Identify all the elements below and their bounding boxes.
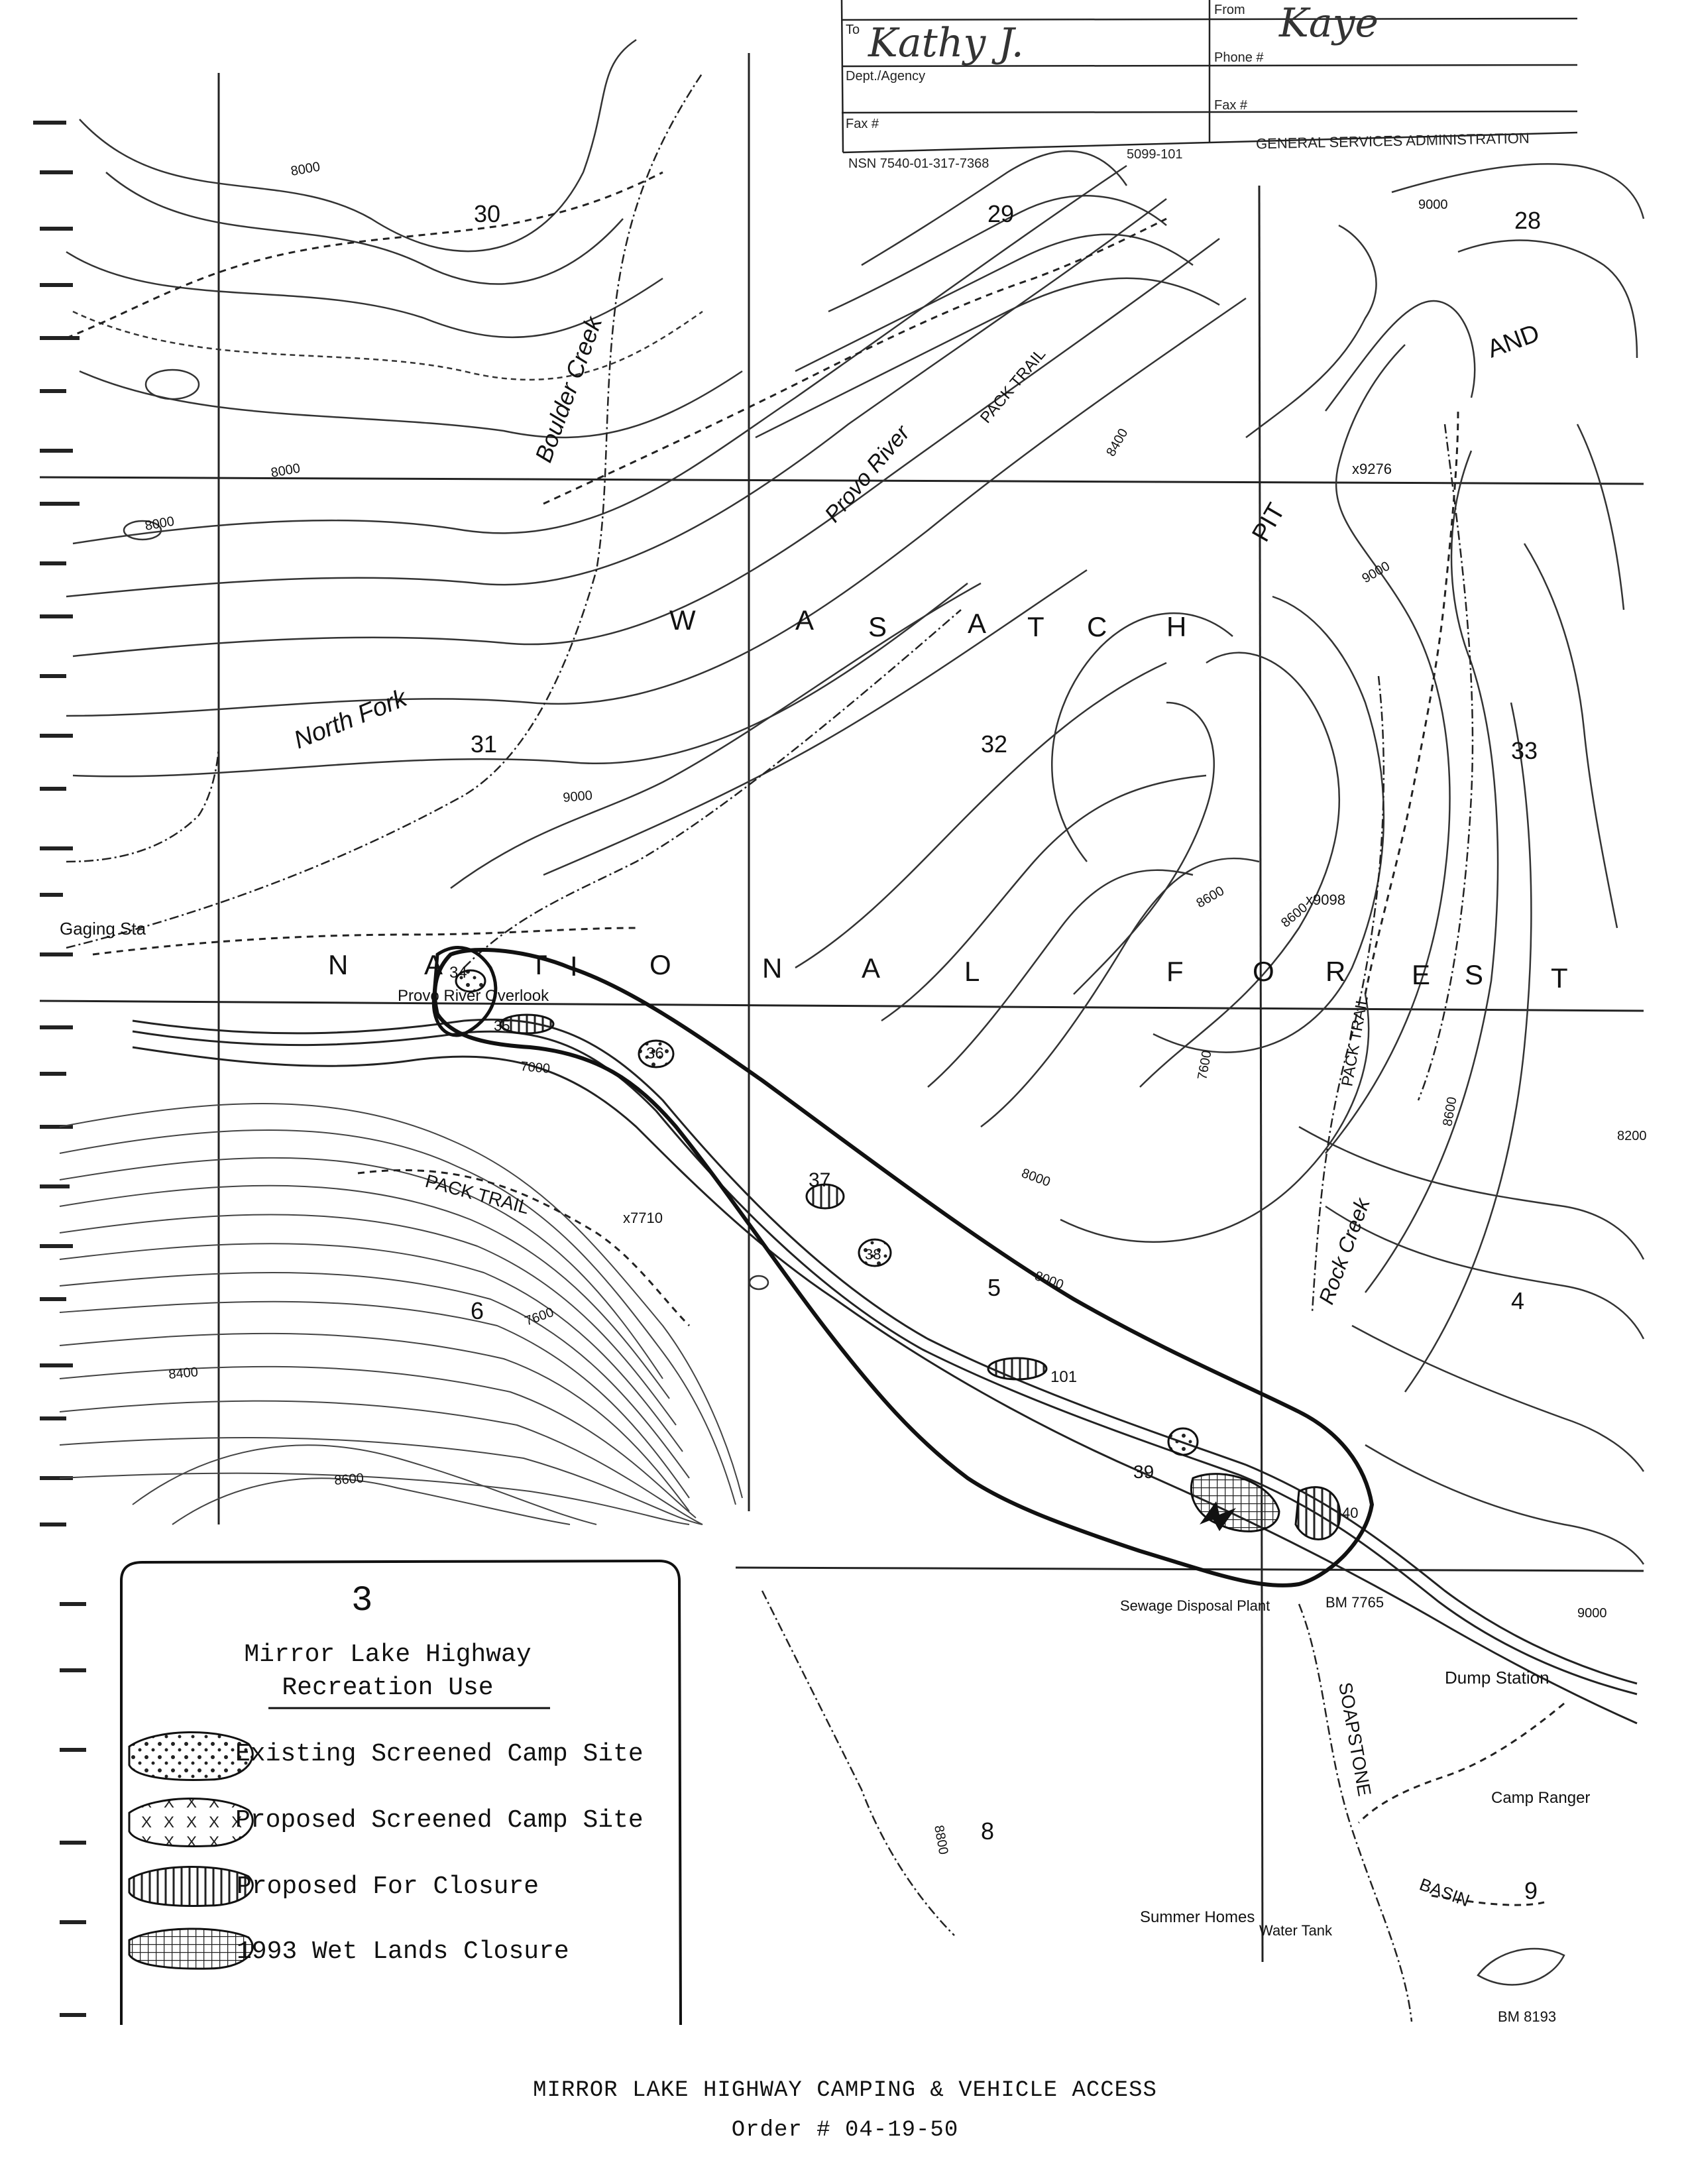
contour-elevation-label: 8000 xyxy=(144,514,176,534)
legend-item-wetlands: 1993 Wet Lands Closure xyxy=(237,1937,569,1966)
forest-letter: A xyxy=(968,608,987,639)
section-number: 30 xyxy=(474,200,501,227)
site-number-label: 39 xyxy=(1133,1462,1155,1482)
legend-subtitle: Recreation Use xyxy=(282,1674,494,1702)
section-number: 33 xyxy=(1511,737,1538,764)
rock-creek-label: Rock Creek xyxy=(1314,1195,1375,1308)
forest-letter: N xyxy=(762,952,783,984)
contour-elevation-label: 8400 xyxy=(1103,426,1131,459)
contour-elevation-label: 8800 xyxy=(931,1824,951,1856)
contour-lines xyxy=(66,40,1644,1564)
legend-swatch-hatch xyxy=(129,1867,253,1906)
section-number: 31 xyxy=(471,730,498,758)
forest-letter: A xyxy=(424,949,443,980)
form-number: 5099-101 xyxy=(1127,147,1183,162)
forest-letter: F xyxy=(1166,956,1184,987)
forest-letter: W xyxy=(669,604,696,636)
contour-elevation-label: 8000 xyxy=(270,461,302,481)
phone-label: Phone # xyxy=(1214,50,1264,65)
forest-letter: H xyxy=(1166,611,1187,642)
boulder-creek-label: Boulder Creek xyxy=(529,313,608,466)
site-number-label: 35 xyxy=(494,1017,510,1034)
contour-elevation-label: 8600 xyxy=(1278,900,1311,931)
fax-label-left: Fax # xyxy=(846,117,879,131)
section-number: 29 xyxy=(987,200,1015,227)
gaging-station-label: Gaging Sta xyxy=(60,919,146,939)
soapstone-label: SOAPSTONE xyxy=(1335,1680,1375,1798)
pit-label: PIT xyxy=(1247,498,1291,547)
fax-label-right: Fax # xyxy=(1214,98,1248,113)
forest-letter: E xyxy=(1412,959,1431,990)
overlook-label: Provo River Overlook xyxy=(398,987,549,1005)
section-number: 8 xyxy=(981,1817,995,1845)
contour-elevation-label: 7600 xyxy=(1195,1049,1215,1081)
legend-title: Mirror Lake Highway xyxy=(244,1640,532,1669)
from-value: Kaye xyxy=(1279,0,1379,46)
contour-elevation-label: 8000 xyxy=(1033,1269,1066,1293)
legend-item-closure: Proposed For Closure xyxy=(237,1872,539,1901)
site-number-label: 37 xyxy=(809,1169,831,1191)
legend-item-existing: Existing Screened Camp Site xyxy=(235,1740,644,1768)
site-number-label: 40 xyxy=(1342,1505,1359,1521)
contour-elevation-label: 9000 xyxy=(1577,1606,1607,1621)
contour-elevation-label: 8200 xyxy=(1617,1129,1647,1143)
legend-swatch-dots xyxy=(129,1732,253,1780)
contour-elevation-label: 7600 xyxy=(523,1304,556,1329)
legend-swatch-crosses xyxy=(129,1798,253,1846)
section-number: 28 xyxy=(1514,207,1542,234)
and-label: AND xyxy=(1483,319,1544,364)
legend-item-proposed: Proposed Screened Camp Site xyxy=(235,1806,644,1835)
dump-station-label: Dump Station xyxy=(1445,1668,1549,1688)
site-number-label: 36 xyxy=(646,1045,664,1063)
forest-letter: S xyxy=(868,611,887,642)
forest-letter: S xyxy=(1465,959,1484,990)
contour-elevation-label: 7000 xyxy=(520,1059,551,1076)
contour-elevation-label: 8400 xyxy=(168,1365,199,1382)
basin-label: BASIN xyxy=(1416,1874,1473,1911)
forest-letter: O xyxy=(1253,956,1274,987)
summer-homes-label: Summer Homes xyxy=(1140,1908,1255,1926)
north-fork-label: North Fork xyxy=(290,684,411,755)
forest-letter: A xyxy=(862,952,881,984)
section-number: 9 xyxy=(1524,1877,1538,1904)
site-number-label: 38 xyxy=(865,1246,881,1263)
to-label: To xyxy=(846,23,860,37)
pond xyxy=(1478,1949,1564,1984)
section-number: 5 xyxy=(987,1274,1001,1301)
contour-elevation-label: 9000 xyxy=(1359,559,1393,587)
site-39-shape xyxy=(1168,1428,1198,1455)
elevation-label: x9098 xyxy=(1306,891,1345,908)
site-40-shape xyxy=(1296,1487,1340,1540)
from-label: From xyxy=(1214,3,1245,17)
elevation-label: x7710 xyxy=(623,1210,663,1226)
forest-letter: R xyxy=(1325,956,1346,987)
map-legend xyxy=(116,1554,686,2032)
section-number: 6 xyxy=(471,1297,484,1324)
contour-elevation-label: 8600 xyxy=(1194,884,1227,911)
section-number: 4 xyxy=(1511,1287,1525,1314)
dense-contours xyxy=(60,1104,742,1524)
provo-river-label: Provo River xyxy=(820,420,915,528)
contour-elevation-label: 9000 xyxy=(562,788,593,805)
sewage-plant-label: Sewage Disposal Plant xyxy=(1120,1597,1270,1614)
forest-letter: T xyxy=(530,949,547,980)
contour-elevation-label: 9000 xyxy=(1418,198,1448,212)
forest-letter: T xyxy=(1027,611,1044,642)
forest-letter: I xyxy=(570,950,578,982)
margin-ticks xyxy=(33,123,86,2015)
pond xyxy=(750,1276,768,1289)
contour-elevation-label: 8000 xyxy=(290,159,321,179)
water-tank-label: Water Tank xyxy=(1259,1922,1333,1939)
site-number-label: 101 xyxy=(1050,1368,1078,1386)
site-101-shape xyxy=(988,1358,1046,1379)
agency-name: GENERAL SERVICES ADMINISTRATION xyxy=(1255,129,1530,152)
fax-transmittal-header xyxy=(842,0,1577,179)
forest-letter: C xyxy=(1087,611,1107,642)
legend-number: 3 xyxy=(351,1581,373,1621)
site-number-label: 34 xyxy=(449,964,467,982)
elevation-label: x9276 xyxy=(1352,461,1392,477)
section-number: 32 xyxy=(981,730,1008,758)
legend-swatch-grid xyxy=(129,1929,253,1969)
forest-letter: T xyxy=(1551,962,1568,994)
wetlands-closure-shape xyxy=(1191,1474,1279,1532)
order-number: Order # 04-19-50 xyxy=(731,2118,959,2143)
forest-letter: N xyxy=(328,949,349,980)
pack-trail-label: PACK TRAIL xyxy=(1338,994,1372,1088)
contour-elevation-label: 8600 xyxy=(1440,1096,1460,1127)
contour-elevation-label: 8600 xyxy=(333,1471,365,1488)
pack-trail-label: PACK TRAIL xyxy=(423,1170,532,1218)
dept-agency-label: Dept./Agency xyxy=(846,69,926,84)
document-caption: MIRROR LAKE HIGHWAY CAMPING & VEHICLE ACCESS xyxy=(533,2078,1157,2103)
contour-elevation-label: 8000 xyxy=(1019,1166,1052,1190)
forest-letter: O xyxy=(649,949,671,980)
camp-ranger-label: Camp Ranger xyxy=(1491,1789,1591,1807)
pond xyxy=(146,370,199,399)
benchmark-label: BM 7765 xyxy=(1325,1594,1384,1611)
forest-letter: A xyxy=(795,604,815,636)
forest-letter: L xyxy=(964,956,980,987)
nsn-number: NSN 7540-01-317-7368 xyxy=(848,156,989,171)
to-value: Kathy J. xyxy=(868,20,1024,66)
pack-trail-label: PACK TRAIL xyxy=(976,345,1050,427)
benchmark-label: BM 8193 xyxy=(1498,2008,1557,2025)
